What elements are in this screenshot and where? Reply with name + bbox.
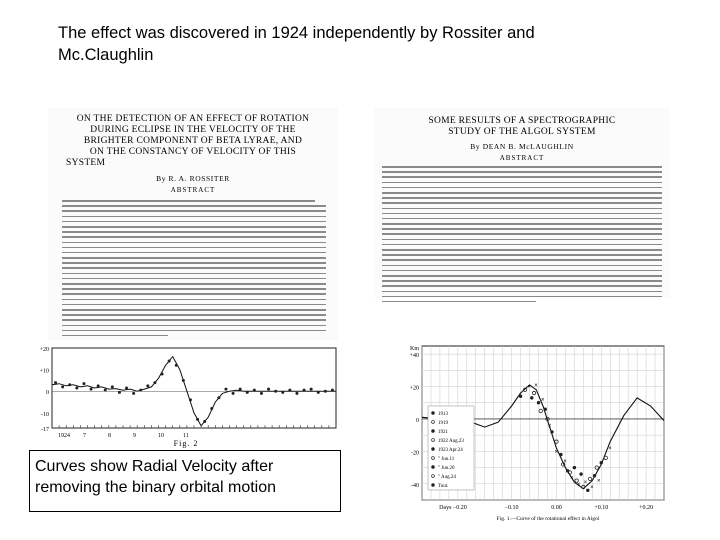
x-tick-label: +0.10 [594, 505, 609, 511]
data-point [550, 430, 553, 433]
data-point [303, 389, 306, 392]
data-point [82, 382, 85, 385]
rossiter-abstract-heading: ABSTRACT [170, 186, 216, 194]
data-point [104, 389, 107, 392]
data-point [295, 392, 298, 395]
y-tick-label: -10 [41, 411, 49, 418]
x-tick-label: 9 [133, 433, 136, 439]
y-tick-label: -40 [411, 482, 419, 489]
data-point [281, 391, 284, 394]
y-tick-label: -17 [41, 427, 49, 433]
slide-caption: Curves show Radial Velocity after removing the binary orbital motion [29, 450, 341, 512]
data-point: × [527, 384, 532, 391]
data-point [97, 384, 100, 387]
data-point [573, 466, 576, 469]
data-point: × [554, 449, 558, 456]
data-point [239, 388, 242, 391]
legend-marker [432, 430, 435, 433]
data-point [310, 388, 313, 391]
mclaughlin-title [374, 116, 670, 138]
data-point [317, 391, 320, 394]
mclaughlin-paper-scan [374, 108, 670, 298]
data-point [139, 389, 142, 392]
data-point [182, 379, 185, 382]
data-point [246, 391, 249, 394]
data-point [196, 418, 199, 421]
rossiter-byline: By R. A. ROSSITER [156, 174, 230, 183]
data-point [519, 395, 522, 398]
x-tick-label: 7 [83, 433, 86, 439]
data-point: × [563, 459, 567, 466]
data-point [588, 477, 591, 480]
legend-label: 1922 Aug.23 [438, 438, 464, 444]
rossiter-title [58, 114, 328, 169]
data-point [68, 383, 71, 386]
legend-label: " Aug.24 [438, 474, 456, 480]
mclaughlin-figure [398, 336, 678, 528]
data-point [175, 364, 178, 367]
data-point [161, 372, 164, 375]
legend-label: Tout. [438, 483, 449, 489]
legend-label: 1923 Apr.24 [438, 447, 463, 453]
legend-marker [432, 448, 435, 451]
y-tick-label: +20 [39, 347, 49, 353]
data-point [586, 489, 589, 492]
data-point [111, 385, 114, 388]
legend-marker [432, 466, 435, 469]
title-line: STUDY OF THE ALGOL SYSTEM [448, 127, 596, 137]
title-line: DURING ECLIPSE IN THE VELOCITY OF THE [90, 125, 296, 135]
data-point [253, 389, 256, 392]
legend-label: 1919 [438, 420, 448, 426]
data-point: × [583, 480, 588, 487]
title-line: BRIGHTER COMPONENT OF BETA LYRAE, AND [83, 136, 303, 146]
data-point [232, 392, 235, 395]
data-point [54, 381, 57, 384]
data-point [118, 391, 121, 394]
figure-caption: Fig. 2 [173, 439, 199, 448]
data-point [260, 392, 263, 395]
title-line: ON THE CONSTANCY OF VELOCITY OF THIS [89, 147, 297, 157]
data-point [189, 398, 192, 401]
x-tick-label: 1924 [58, 433, 70, 439]
data-point [544, 408, 547, 411]
data-point [153, 381, 156, 384]
data-point [274, 390, 277, 393]
rossiter-paper-scan [48, 108, 338, 346]
data-point [125, 387, 128, 390]
legend-marker [432, 412, 435, 415]
legend-label: 1913 [438, 411, 448, 417]
x-tick-label: 0.00 [551, 505, 562, 511]
data-point [61, 385, 64, 388]
data-point [168, 359, 171, 362]
legend-marker [432, 484, 435, 487]
title-line: ON THE DETECTION OF AN EFFECT OF ROTATION [76, 114, 310, 124]
data-point [324, 390, 327, 393]
title-line: SYSTEM [66, 158, 106, 168]
data-point [217, 396, 220, 399]
x-tick-label: 10 [158, 433, 164, 439]
data-point [224, 388, 227, 391]
x-tick-label: Days −0.20 [439, 505, 467, 511]
legend-label: 1921 [438, 429, 448, 435]
y-tick-label: 0 [416, 417, 419, 424]
mclaughlin-abstract-body [382, 166, 662, 306]
y-tick-label: +40 [409, 353, 419, 360]
y-tick-label: +20 [409, 385, 419, 392]
legend-label: " Jun.20 [438, 465, 455, 471]
legend-label: " Jun.11 [438, 456, 455, 462]
data-point [132, 392, 135, 395]
data-point: × [608, 446, 612, 453]
y-tick-label: Km [410, 346, 419, 352]
mclaughlin-abstract-heading: ABSTRACT [499, 154, 545, 162]
x-tick-label: 8 [108, 433, 111, 439]
data-point [539, 409, 542, 412]
data-point: × [534, 382, 538, 389]
data-point [267, 388, 270, 391]
rossiter-abstract-body [62, 200, 326, 340]
slide-heading: The effect was discovered in 1924 independently by Rossiter and Mc.Claughlin [58, 24, 535, 64]
data-point [203, 420, 206, 423]
data-point: × [576, 481, 581, 488]
data-point [532, 391, 535, 394]
y-tick-label: 0 [46, 390, 49, 397]
rossiter-figure [30, 340, 342, 450]
data-point [600, 461, 603, 464]
x-tick-label: −0.10 [504, 505, 519, 511]
data-point [593, 474, 596, 477]
data-point [537, 401, 540, 404]
x-tick-label: 11 [183, 433, 189, 439]
data-point: × [597, 478, 601, 485]
data-point [90, 388, 93, 391]
data-point [210, 407, 213, 410]
data-point: × [547, 423, 552, 430]
mclaughlin-byline: By DEAN B. McLAUGHLIN [470, 142, 574, 151]
rossiter-velocity-plot [30, 340, 342, 450]
figure-caption: Fig. 1.—Curve of the rotational effect in Algol [496, 516, 600, 522]
title-line: SOME RESULTS OF A SPECTROGRAPHIC [428, 116, 616, 126]
data-point: × [590, 485, 594, 492]
x-tick-label: +0.20 [639, 505, 654, 511]
data-point [146, 384, 149, 387]
data-point [331, 389, 334, 392]
data-point [559, 453, 562, 456]
data-point [604, 456, 607, 459]
data-point [288, 389, 291, 392]
data-point [530, 396, 533, 399]
data-point: × [541, 397, 545, 404]
y-tick-label: +10 [39, 368, 49, 375]
data-point [75, 387, 78, 390]
data-point: × [570, 475, 574, 482]
mclaughlin-velocity-plot [398, 336, 678, 528]
data-point [579, 472, 582, 475]
y-tick-label: -20 [411, 450, 419, 457]
